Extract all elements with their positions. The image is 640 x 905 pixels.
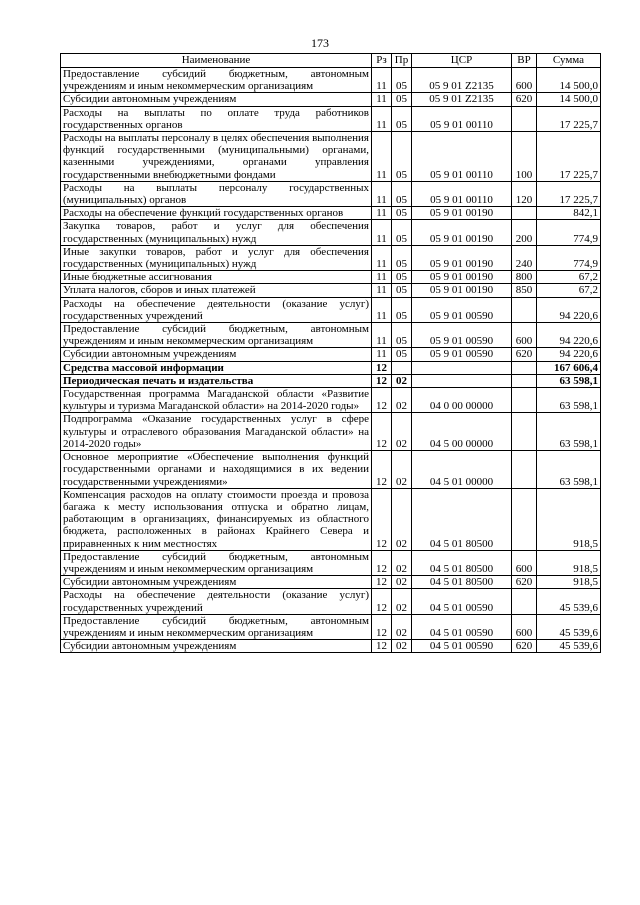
- cell-name: Предоставление субсидий бюджетным, автономным учреждениям и иным некоммерческим организациям: [61, 614, 372, 639]
- table-row: [61, 323, 601, 348]
- cell-name: Иные бюджетные ассигнования: [61, 271, 372, 284]
- cell-pr: 02: [392, 488, 412, 550]
- cell-sum: 45 539,6: [537, 640, 601, 653]
- cell-rz: 11: [372, 68, 392, 93]
- cell-csr: 04 5 01 80500: [412, 576, 512, 589]
- cell-pr: 05: [392, 68, 412, 93]
- cell-vr: 620: [512, 348, 537, 361]
- cell-csr: 05 9 01 Z2135: [412, 93, 512, 106]
- cell-rz: 12: [372, 550, 392, 575]
- cell-pr: 02: [392, 589, 412, 614]
- cell-csr: 04 5 01 80500: [412, 488, 512, 550]
- cell-vr: 850: [512, 284, 537, 297]
- cell-pr: 02: [392, 388, 412, 413]
- cell-pr: 02: [392, 614, 412, 639]
- table-row: [61, 576, 601, 589]
- cell-pr: 05: [392, 271, 412, 284]
- table-row: [61, 220, 601, 245]
- cell-vr: [512, 589, 537, 614]
- cell-name: Закупка товаров, работ и услуг для обеспечения государственных (муниципальных) нужд: [61, 220, 372, 245]
- cell-pr: 02: [392, 451, 412, 489]
- table-row: [61, 106, 601, 131]
- cell-name: Подпрограмма «Оказание государственных услуг в сфере культуры и отраслевого образования Магаданской области» на 2014-2020 годы»: [61, 413, 372, 451]
- column-header-rz: Рз: [372, 54, 392, 68]
- cell-name: Периодическая печать и издательства: [61, 374, 372, 387]
- cell-rz: 12: [372, 589, 392, 614]
- table-row: [61, 589, 601, 614]
- cell-sum: 94 220,6: [537, 348, 601, 361]
- cell-pr: 02: [392, 413, 412, 451]
- cell-rz: 12: [372, 361, 392, 374]
- cell-vr: [512, 361, 537, 374]
- cell-name: Субсидии автономным учреждениям: [61, 576, 372, 589]
- cell-rz: 12: [372, 388, 392, 413]
- column-header-vr: ВР: [512, 54, 537, 68]
- cell-pr: 05: [392, 132, 412, 182]
- cell-sum: 17 225,7: [537, 181, 601, 206]
- cell-pr: 05: [392, 93, 412, 106]
- cell-sum: 94 220,6: [537, 297, 601, 322]
- cell-sum: 842,1: [537, 207, 601, 220]
- cell-csr: 05 9 01 00110: [412, 181, 512, 206]
- cell-csr: 05 9 01 00190: [412, 245, 512, 270]
- table-body: [61, 68, 601, 653]
- cell-name: Предоставление субсидий бюджетным, автономным учреждениям и иным некоммерческим организациям: [61, 68, 372, 93]
- table-row: [61, 361, 601, 374]
- cell-rz: 12: [372, 614, 392, 639]
- cell-vr: 120: [512, 181, 537, 206]
- cell-vr: 600: [512, 614, 537, 639]
- cell-vr: [512, 388, 537, 413]
- cell-rz: 11: [372, 348, 392, 361]
- cell-vr: 620: [512, 93, 537, 106]
- cell-pr: 05: [392, 106, 412, 131]
- cell-vr: 620: [512, 576, 537, 589]
- cell-sum: 14 500,0: [537, 93, 601, 106]
- cell-csr: 05 9 01 00110: [412, 106, 512, 131]
- cell-csr: 04 5 00 00000: [412, 413, 512, 451]
- table-row: [61, 297, 601, 322]
- table-row: [61, 388, 601, 413]
- cell-vr: 620: [512, 640, 537, 653]
- cell-vr: 600: [512, 323, 537, 348]
- table-row: [61, 284, 601, 297]
- cell-name: Компенсация расходов на оплату стоимости проезда и провоза багажа к месту использования отпуска и обратно лицам, работающим в организациях, финансируемых из областного бюджета, расположенных в районах Крайнего Севера и приравненных к ним местностях: [61, 488, 372, 550]
- cell-csr: 05 9 01 00590: [412, 297, 512, 322]
- cell-sum: 918,5: [537, 550, 601, 575]
- cell-name: Государственная программа Магаданской области «Развитие культуры и туризма Магаданской области» на 2014-2020 годы»: [61, 388, 372, 413]
- page-number: 173: [311, 36, 329, 50]
- cell-rz: 11: [372, 220, 392, 245]
- cell-rz: 11: [372, 271, 392, 284]
- cell-pr: 05: [392, 348, 412, 361]
- table-row: [61, 348, 601, 361]
- cell-rz: 12: [372, 374, 392, 387]
- cell-rz: 12: [372, 451, 392, 489]
- cell-name: Средства массовой информации: [61, 361, 372, 374]
- cell-pr: 02: [392, 640, 412, 653]
- cell-rz: 11: [372, 132, 392, 182]
- cell-name: Расходы на обеспечение деятельности (оказание услуг) государственных учреждений: [61, 589, 372, 614]
- cell-rz: 11: [372, 106, 392, 131]
- cell-rz: 12: [372, 576, 392, 589]
- cell-sum: 63 598,1: [537, 374, 601, 387]
- cell-sum: 45 539,6: [537, 614, 601, 639]
- cell-name: Субсидии автономным учреждениям: [61, 640, 372, 653]
- cell-rz: 11: [372, 181, 392, 206]
- cell-vr: 100: [512, 132, 537, 182]
- table-row: [61, 132, 601, 182]
- cell-csr: 05 9 01 Z2135: [412, 68, 512, 93]
- cell-csr: 05 9 01 00110: [412, 132, 512, 182]
- cell-name: Основное мероприятие «Обеспечение выполнения функций государственными органами и находящимися в их ведении государственными учреждениями»: [61, 451, 372, 489]
- table-row: [61, 640, 601, 653]
- cell-rz: 12: [372, 488, 392, 550]
- cell-vr: 200: [512, 220, 537, 245]
- table-row: [61, 451, 601, 489]
- cell-vr: 800: [512, 271, 537, 284]
- table-row: [61, 207, 601, 220]
- cell-pr: 02: [392, 374, 412, 387]
- cell-csr: 04 5 01 00590: [412, 589, 512, 614]
- cell-rz: 12: [372, 413, 392, 451]
- table-row: [61, 614, 601, 639]
- cell-sum: 774,9: [537, 245, 601, 270]
- cell-sum: 918,5: [537, 488, 601, 550]
- cell-sum: 67,2: [537, 284, 601, 297]
- table-row: [61, 488, 601, 550]
- cell-pr: 02: [392, 576, 412, 589]
- cell-pr: 02: [392, 550, 412, 575]
- cell-sum: 17 225,7: [537, 106, 601, 131]
- cell-rz: 11: [372, 284, 392, 297]
- table-row: [61, 413, 601, 451]
- cell-csr: 05 9 01 00190: [412, 271, 512, 284]
- cell-name: Субсидии автономным учреждениям: [61, 93, 372, 106]
- cell-sum: 167 606,4: [537, 361, 601, 374]
- cell-name: Иные закупки товаров, работ и услуг для обеспечения государственных (муниципальных) нужд: [61, 245, 372, 270]
- cell-name: Расходы на выплаты по оплате труда работников государственных органов: [61, 106, 372, 131]
- cell-name: Субсидии автономным учреждениям: [61, 348, 372, 361]
- column-header-sum: Сумма: [537, 54, 601, 68]
- cell-sum: 94 220,6: [537, 323, 601, 348]
- cell-sum: 45 539,6: [537, 589, 601, 614]
- cell-csr: 05 9 01 00590: [412, 348, 512, 361]
- cell-csr: 05 9 01 00190: [412, 207, 512, 220]
- table-row: [61, 181, 601, 206]
- cell-csr: 04 5 01 80500: [412, 550, 512, 575]
- cell-vr: 600: [512, 550, 537, 575]
- budget-table: [60, 53, 601, 653]
- cell-sum: 14 500,0: [537, 68, 601, 93]
- column-header-pr: Пр: [392, 54, 412, 68]
- table-header-row: [61, 54, 601, 68]
- cell-name: Уплата налогов, сборов и иных платежей: [61, 284, 372, 297]
- cell-rz: 11: [372, 297, 392, 322]
- cell-name: Предоставление субсидий бюджетным, автономным учреждениям и иным некоммерческим организациям: [61, 550, 372, 575]
- table-row: [61, 271, 601, 284]
- table-row: [61, 93, 601, 106]
- cell-csr: [412, 361, 512, 374]
- cell-name: Предоставление субсидий бюджетным, автономным учреждениям и иным некоммерческим организациям: [61, 323, 372, 348]
- cell-vr: 600: [512, 68, 537, 93]
- cell-vr: [512, 297, 537, 322]
- cell-vr: [512, 451, 537, 489]
- cell-pr: 05: [392, 220, 412, 245]
- cell-csr: 04 5 01 00590: [412, 614, 512, 639]
- column-header-name: Наименование: [61, 54, 372, 68]
- cell-pr: 05: [392, 297, 412, 322]
- cell-rz: 11: [372, 245, 392, 270]
- cell-pr: 05: [392, 181, 412, 206]
- cell-vr: [512, 413, 537, 451]
- cell-csr: 05 9 01 00190: [412, 220, 512, 245]
- cell-sum: 63 598,1: [537, 388, 601, 413]
- cell-csr: [412, 374, 512, 387]
- cell-csr: 04 5 01 00590: [412, 640, 512, 653]
- table-row: [61, 245, 601, 270]
- cell-pr: [392, 361, 412, 374]
- table-row: [61, 374, 601, 387]
- cell-sum: 63 598,1: [537, 451, 601, 489]
- cell-sum: 63 598,1: [537, 413, 601, 451]
- cell-pr: 05: [392, 323, 412, 348]
- cell-sum: 918,5: [537, 576, 601, 589]
- cell-csr: 05 9 01 00190: [412, 284, 512, 297]
- table-row: [61, 550, 601, 575]
- cell-sum: 67,2: [537, 271, 601, 284]
- cell-name: Расходы на обеспечение функций государственных органов: [61, 207, 372, 220]
- cell-csr: 05 9 01 00590: [412, 323, 512, 348]
- cell-vr: [512, 207, 537, 220]
- cell-vr: 240: [512, 245, 537, 270]
- cell-vr: [512, 106, 537, 131]
- cell-name: Расходы на обеспечение деятельности (оказание услуг) государственных учреждений: [61, 297, 372, 322]
- cell-rz: 11: [372, 323, 392, 348]
- cell-rz: 12: [372, 640, 392, 653]
- cell-name: Расходы на выплаты персоналу в целях обеспечения выполнения функций государственными (муниципальными) органами, казенными учреждениями, органами управления государственными внебюджетными фондами: [61, 132, 372, 182]
- cell-vr: [512, 488, 537, 550]
- table-row: [61, 68, 601, 93]
- cell-csr: 04 5 01 00000: [412, 451, 512, 489]
- cell-name: Расходы на выплаты персоналу государственных (муниципальных) органов: [61, 181, 372, 206]
- cell-sum: 17 225,7: [537, 132, 601, 182]
- cell-pr: 05: [392, 284, 412, 297]
- cell-vr: [512, 374, 537, 387]
- cell-pr: 05: [392, 245, 412, 270]
- cell-sum: 774,9: [537, 220, 601, 245]
- cell-csr: 04 0 00 00000: [412, 388, 512, 413]
- cell-rz: 11: [372, 93, 392, 106]
- column-header-csr: ЦСР: [412, 54, 512, 68]
- cell-pr: 05: [392, 207, 412, 220]
- cell-rz: 11: [372, 207, 392, 220]
